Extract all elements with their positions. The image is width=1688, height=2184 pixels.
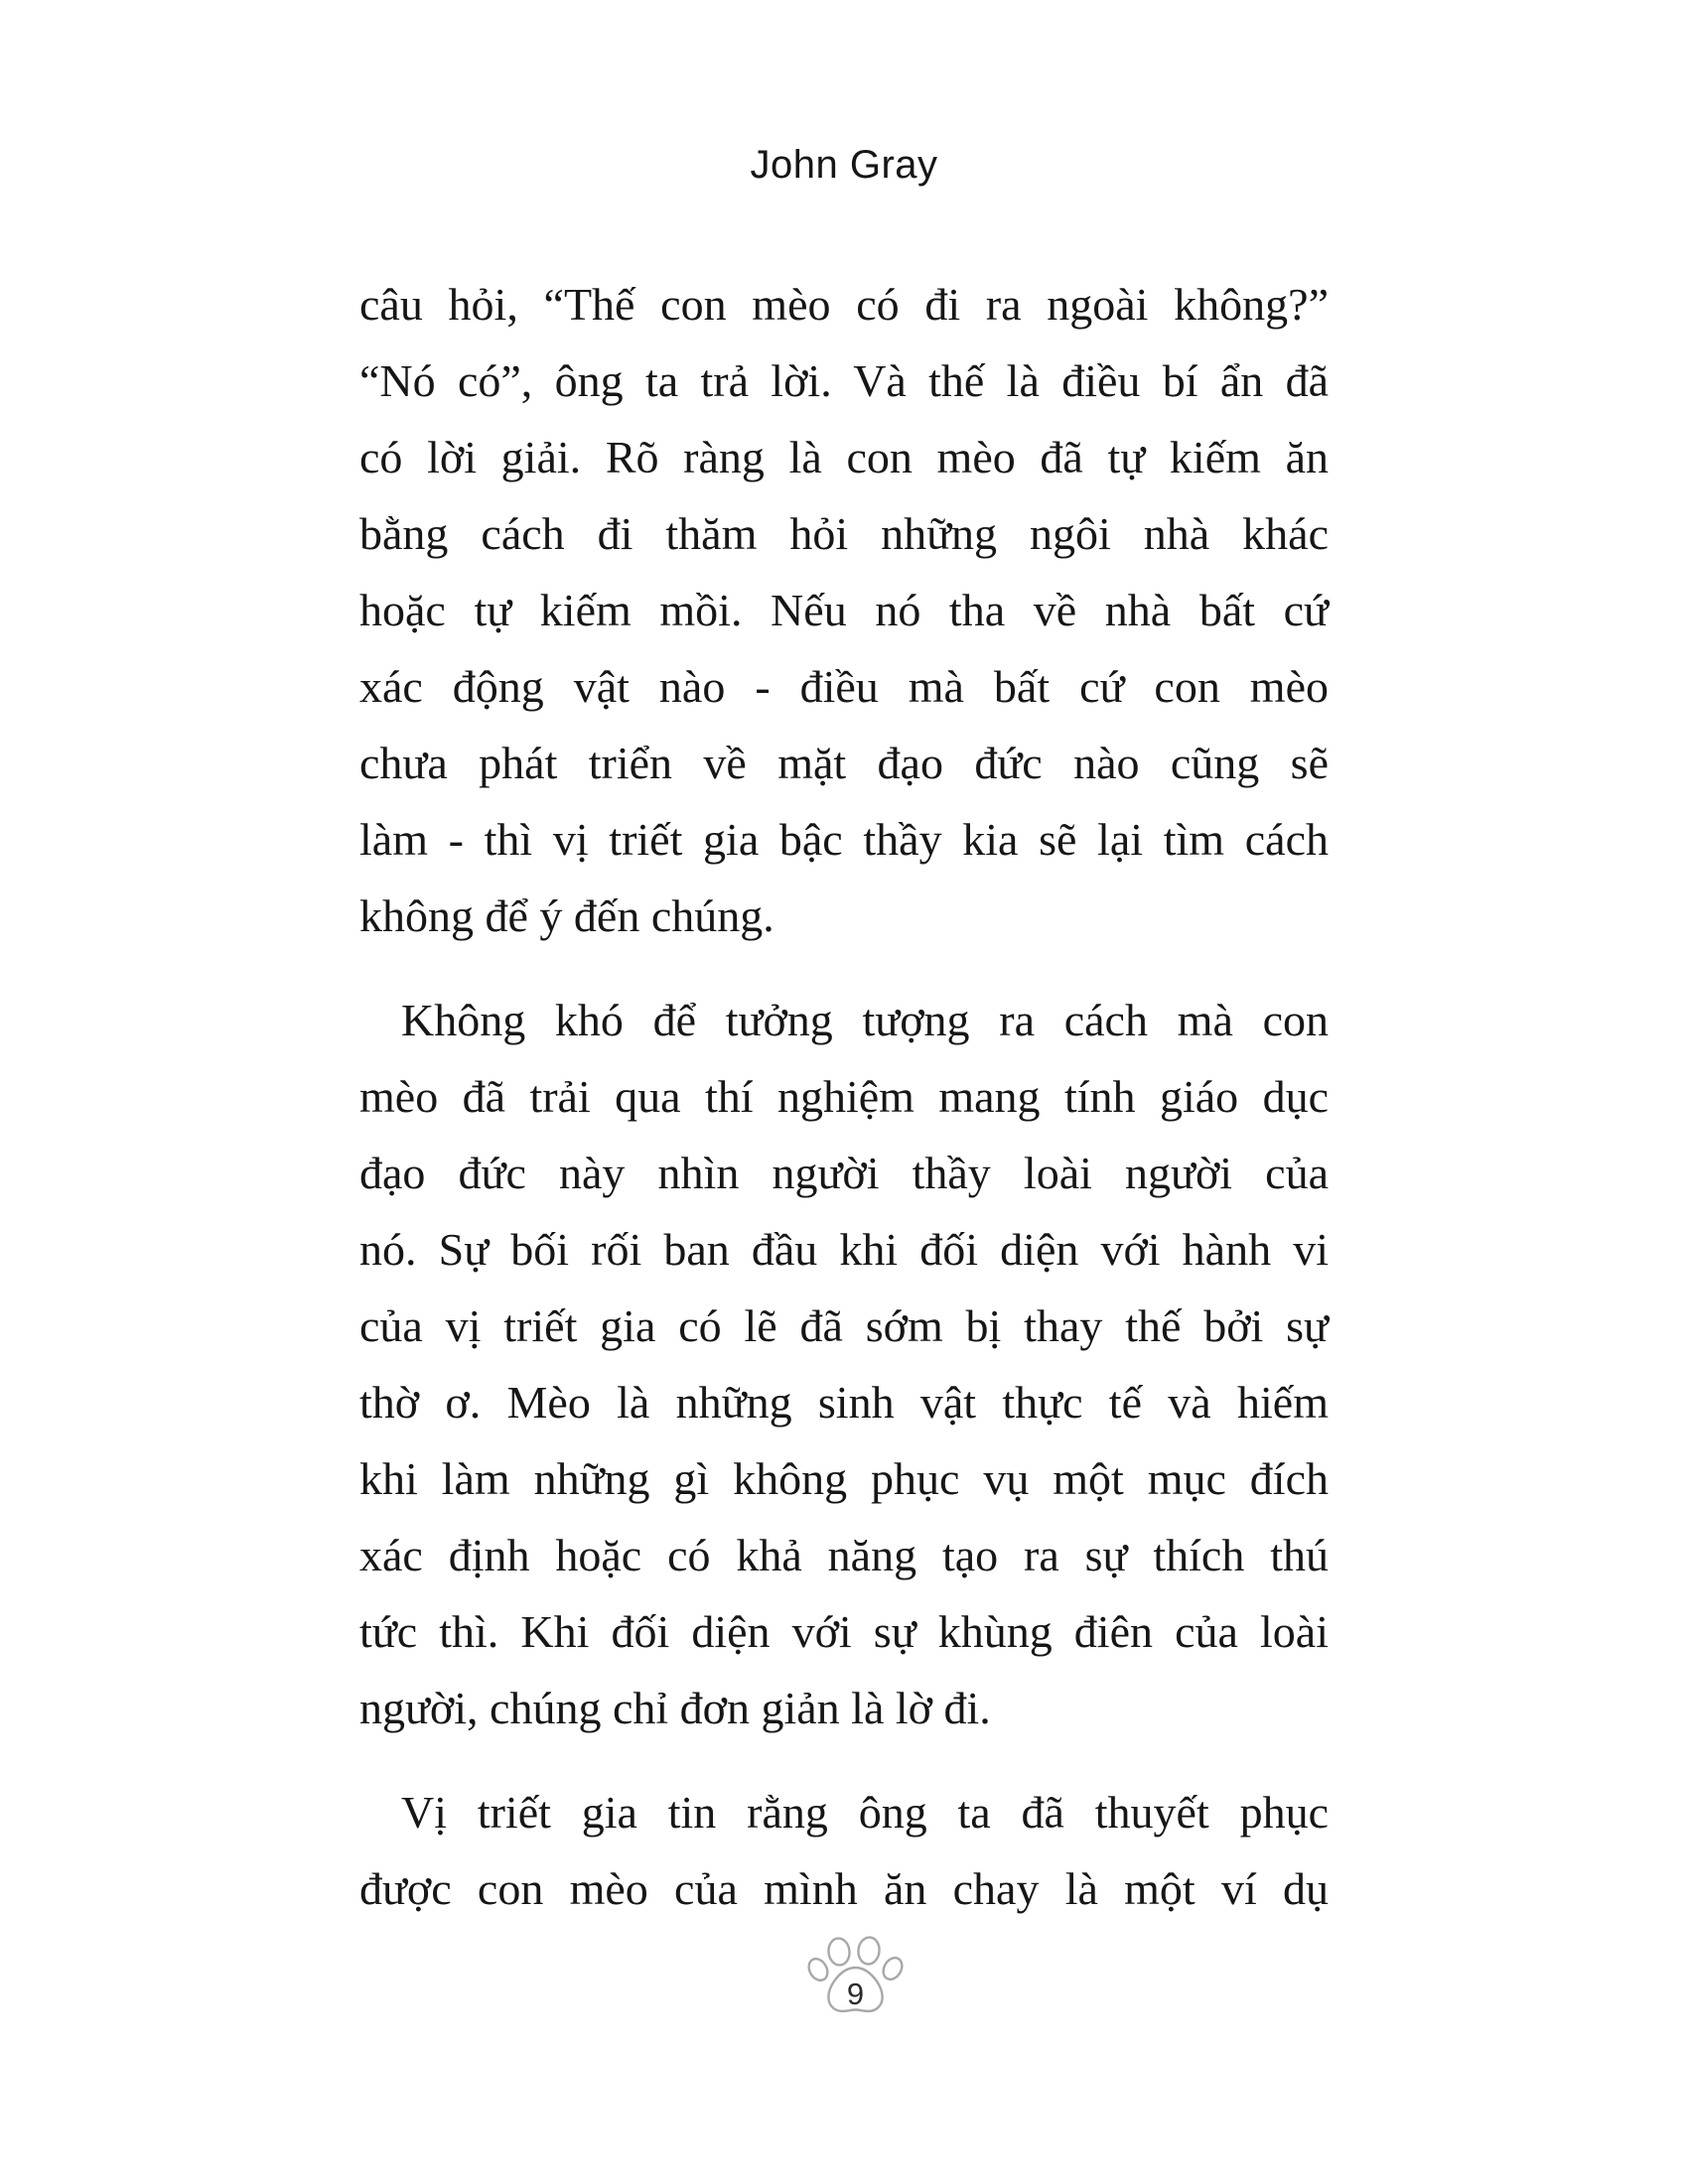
text-line: mèo đã trải qua thí nghiệm mang tính giáo dục [359,1071,1329,1122]
text-line: không để ý đến chúng. [359,890,774,941]
paragraph [359,1774,1329,1927]
text-line: bằng cách đi thăm hỏi những ngôi nhà khác [359,508,1329,559]
text-line: khi làm những gì không phục vụ một mục đích [359,1453,1329,1504]
text-line: hoặc tự kiếm mồi. Nếu nó tha về nhà bất cứ [359,585,1329,635]
text-line: xác định hoặc có khả năng tạo ra sự thích thú [359,1530,1329,1580]
text-line: Không khó để tưởng tượng ra cách mà con [401,995,1329,1045]
text-line: câu hỏi, “Thế con mèo có đi ra ngoài không?” [359,279,1329,330]
text-line: “Nó có”, ông ta trả lời. Và thế là điều bí ẩn đã [359,355,1329,406]
text-line: người, chúng chỉ đơn giản là lờ đi. [359,1683,991,1733]
paragraph [359,266,1329,954]
text-line: nó. Sự bối rối ban đầu khi đối diện với hành vi [359,1224,1329,1275]
text-line: được con mèo của mình ăn chay là một ví dụ [359,1863,1329,1914]
body-text [359,266,1329,1927]
running-header: John Gray [750,143,938,187]
text-line: đạo đức này nhìn người thầy loài người của [359,1148,1329,1198]
text-line: xác động vật nào - điều mà bất cứ con mèo [359,661,1329,712]
text-line: Vị triết gia tin rằng ông ta đã thuyết phục [401,1787,1329,1838]
text-line: làm - thì vị triết gia bậc thầy kia sẽ lại tìm cách [359,814,1329,865]
text-line: tức thì. Khi đối diện với sự khùng điên của loài [359,1606,1329,1657]
text-line: chưa phát triển về mặt đạo đức nào cũng sẽ [359,738,1329,788]
page-number: 9 [846,1977,865,2011]
text-line: có lời giải. Rõ ràng là con mèo đã tự kiếm ăn [359,432,1329,482]
text-line: của vị triết gia có lẽ đã sớm bị thay thế bởi sự [359,1300,1329,1351]
paw-print-icon [802,1930,908,2025]
page-footer [802,1930,908,2025]
text-line: thờ ơ. Mèo là những sinh vật thực tế và hiếm [359,1377,1329,1428]
paragraph [359,982,1329,1746]
